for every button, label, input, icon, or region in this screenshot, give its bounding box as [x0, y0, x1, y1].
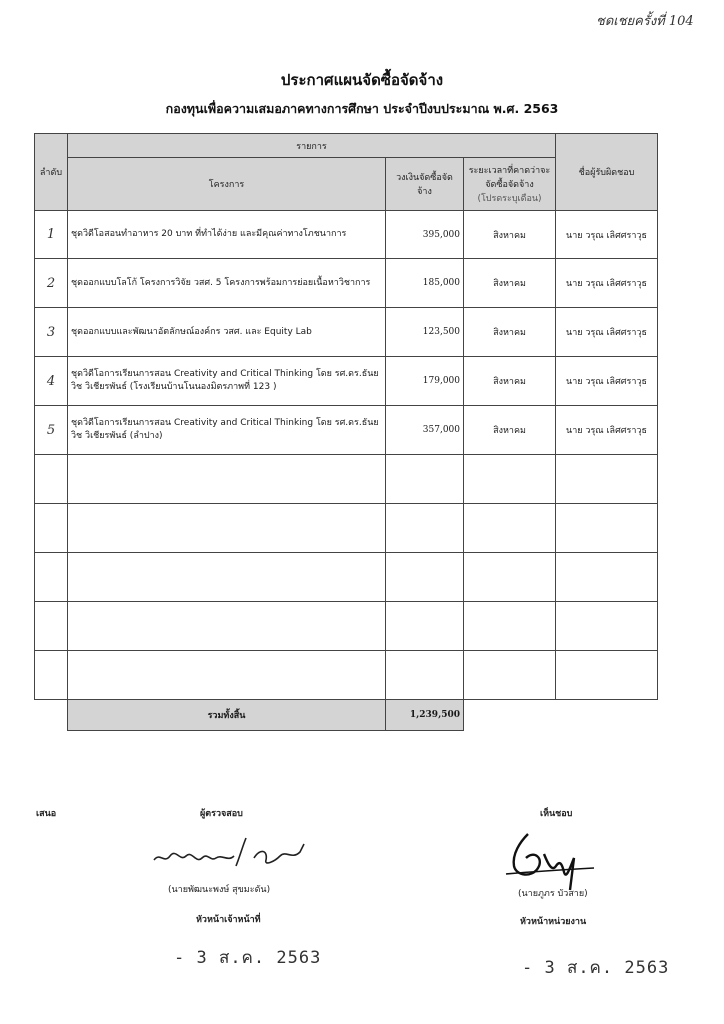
- empty-cell: [464, 455, 556, 504]
- approve-label: เห็นชอบ: [540, 809, 573, 819]
- empty-cell: [386, 455, 464, 504]
- handwritten-note: ชดเชยครั้งที่ 104: [596, 14, 694, 29]
- row-responsible: นาย วรุณ เลิศศราวุธ: [556, 211, 658, 259]
- procurement-table: [34, 133, 658, 731]
- table-row: [35, 357, 658, 406]
- row-responsible: นาย วรุณ เลิศศราวุธ: [556, 406, 658, 455]
- empty-cell: [464, 553, 556, 602]
- empty-cell: [35, 651, 68, 700]
- header-period-note: (โปรดระบุเดือน): [477, 194, 542, 204]
- empty-cell: [68, 504, 386, 553]
- header-responsible: ชื่อผู้รับผิดชอบ: [556, 134, 658, 211]
- row-project: ชุดวิดีโอสอนทำอาหาร 20 บาท ที่ทำได้ง่าย และมีคุณค่าทางโภชนาการ: [68, 211, 386, 259]
- empty-cell: [386, 602, 464, 651]
- header-budget: วงเงินจัดซื้อจัดจ้าง: [386, 158, 464, 211]
- empty-cell: [35, 455, 68, 504]
- table-row: [35, 211, 658, 259]
- empty-cell: [556, 553, 658, 602]
- header-no: ลำดับ: [35, 134, 68, 211]
- total-value: 1,239,500: [386, 700, 464, 731]
- row-responsible: นาย วรุณ เลิศศราวุธ: [556, 357, 658, 406]
- table-row: [35, 308, 658, 357]
- approver-position: หัวหน้าหน่วยงาน: [520, 917, 587, 927]
- empty-cell: [35, 504, 68, 553]
- empty-table-row: [35, 455, 658, 504]
- reviewer-position: หัวหน้าเจ้าหน้าที่: [196, 915, 261, 925]
- reviewer-name: (นายพัฒนะพงษ์ สุขมะดัน): [168, 885, 271, 895]
- empty-cell: [35, 602, 68, 651]
- empty-table-row: [35, 602, 658, 651]
- row-budget: 395,000: [386, 211, 464, 259]
- empty-cell: [464, 504, 556, 553]
- row-number: 3: [35, 308, 68, 357]
- row-project: ชุดออกแบบโลโก้ โครงการวิจัย วสศ. 5 โครงการพร้อมการย่อยเนื้อหาวิชาการ: [68, 259, 386, 308]
- row-number: 2: [35, 259, 68, 308]
- empty-cell: [68, 602, 386, 651]
- empty-cell: [68, 651, 386, 700]
- row-budget: 357,000: [386, 406, 464, 455]
- row-project: ชุดออกแบบและพัฒนาอัตลักษณ์องค์กร วสศ. และ Equity Lab: [68, 308, 386, 357]
- page-title: ประกาศแผนจัดซื้อจัดจ้าง: [280, 71, 444, 89]
- approver-name: (นายภูภร บัวสาย): [518, 889, 588, 899]
- empty-table-row: [35, 504, 658, 553]
- total-spacer: [35, 700, 68, 731]
- row-period: สิงหาคม: [464, 357, 556, 406]
- row-budget: 185,000: [386, 259, 464, 308]
- row-period: สิงหาคม: [464, 211, 556, 259]
- header-period-text: ระยะเวลาที่คาดว่าจะจัดซื้อจัดจ้าง: [468, 166, 551, 190]
- empty-cell: [556, 651, 658, 700]
- approver-signature: [498, 828, 608, 892]
- total-label: รวมทั้งสิ้น: [68, 700, 386, 731]
- empty-cell: [68, 553, 386, 602]
- row-responsible: นาย วรุณ เลิศศราวุธ: [556, 308, 658, 357]
- row-project: ชุดวิดีโอการเรียนการสอน Creativity and Critical Thinking โดย รศ.ดร.ธันยวิช วิเชียรพันธ์ (โรงเรียนบ้านโนนองมิตรภาพที่ 123 ): [68, 357, 386, 406]
- row-budget: 179,000: [386, 357, 464, 406]
- table-row: [35, 259, 658, 308]
- row-budget: 123,500: [386, 308, 464, 357]
- row-period: สิงหาคม: [464, 406, 556, 455]
- row-period: สิงหาคม: [464, 259, 556, 308]
- reviewer-signature: [150, 832, 310, 872]
- empty-cell: [386, 651, 464, 700]
- header-period: [464, 158, 556, 211]
- empty-cell: [464, 602, 556, 651]
- reviewer-label: ผู้ตรวจสอบ: [200, 809, 243, 819]
- header-project: โครงการ: [68, 158, 386, 211]
- empty-cell: [556, 602, 658, 651]
- reviewer-date-stamp: - 3 ส.ค. 2563: [174, 948, 322, 968]
- row-responsible: นาย วรุณ เลิศศราวุธ: [556, 259, 658, 308]
- page-subtitle: กองทุนเพื่อความเสมอภาคทางการศึกษา ประจำปีงบประมาณ พ.ศ. 2563: [165, 101, 559, 116]
- row-period: สิงหาคม: [464, 308, 556, 357]
- empty-cell: [386, 553, 464, 602]
- row-number: 5: [35, 406, 68, 455]
- empty-table-row: [35, 651, 658, 700]
- table-body: [35, 211, 658, 700]
- header-items-group: รายการ: [68, 134, 556, 158]
- total-spacer-right: [464, 700, 658, 731]
- row-number: 4: [35, 357, 68, 406]
- empty-cell: [556, 455, 658, 504]
- propose-label: เสนอ: [36, 809, 57, 819]
- row-number: 1: [35, 211, 68, 259]
- empty-cell: [386, 504, 464, 553]
- approver-date-stamp: - 3 ส.ค. 2563: [522, 958, 670, 978]
- empty-cell: [35, 553, 68, 602]
- row-project: ชุดวิดีโอการเรียนการสอน Creativity and Critical Thinking โดย รศ.ดร.ธันยวิช วิเชียรพันธ์ (ลำปาง): [68, 406, 386, 455]
- empty-cell: [556, 504, 658, 553]
- empty-cell: [68, 455, 386, 504]
- empty-table-row: [35, 553, 658, 602]
- empty-cell: [464, 651, 556, 700]
- table-row: [35, 406, 658, 455]
